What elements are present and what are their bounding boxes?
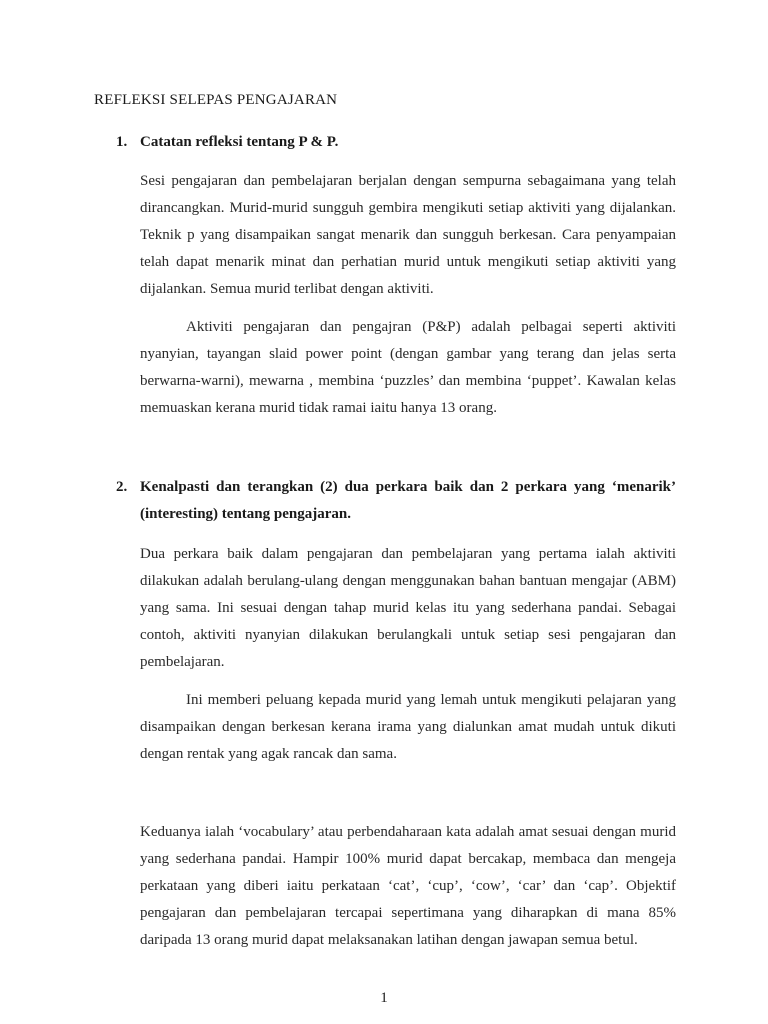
section-1-heading-text: Catatan refleksi tentang P & P. xyxy=(140,134,339,150)
section-2-heading xyxy=(116,474,676,528)
section-2-number: 2. xyxy=(116,479,128,495)
section-2-paragraph-1: Dua perkara baik dalam pengajaran dan pembelajaran yang pertama ialah aktiviti dilakukan adalah berulang-ulang dengan menggunakan bahan bantuan mengajar (ABM) yang sama. Ini sesuai dengan tahap murid kelas itu yang sederhana pandai. Sebagai contoh, aktiviti nyanyian dilakukan berulangkali untuk setiap sesi pengajaran dan pembelajaran. xyxy=(140,546,676,670)
section-1-paragraph-1: Sesi pengajaran dan pembelajaran berjalan dengan sempurna sebagaimana yang telah dirancangkan. Murid-murid sungguh gembira mengikuti setiap aktiviti yang dijalankan. Teknik p yang disampaikan sangat menarik dan sungguh berkesan. Cara penyampaian telah dapat menarik minat dan perhatian murid untuk mengikuti setiap aktiviti yang dijalankan. Semua murid terlibat dengan aktiviti. xyxy=(140,173,676,297)
document-title: REFLEKSI SELEPAS PENGAJARAN xyxy=(94,92,338,108)
section-1-number: 1. xyxy=(116,134,128,150)
section-1-heading xyxy=(116,129,676,156)
section-2-heading-text: Kenalpasti dan terangkan (2) dua perkara baik dan 2 perkara yang ‘menarik’ (interesting) tentang pengajaran. xyxy=(140,479,676,522)
page-number: 1 xyxy=(380,990,388,1006)
section-1-paragraph-2: Aktiviti pengajaran dan pengajran (P&P) adalah pelbagai seperti aktiviti nyanyian, tayangan slaid power point (dengan gambar yang terang dan jelas serta berwarna-warni), mewarna , membina ‘puzzles’ dan membina ‘puppet’. Kawalan kelas memuaskan kerana murid tidak ramai iaitu hanya 13 orang. xyxy=(140,319,676,416)
section-2-paragraph-3: Keduanya ialah ‘vocabulary’ atau perbendaharaan kata adalah amat sesuai dengan murid yang sederhana pandai. Hampir 100% murid dapat bercakap, membaca dan mengeja perkataan yang diberi iaitu perkataan ‘cat’, ‘cup’, ‘cow’, ‘car’ dan ‘cap’. Objektif pengajaran dan pembelajaran tercapai sepertimana yang diharapkan di mana 85% daripada 13 orang murid dapat melaksanakan latihan dengan jawapan semua betul. xyxy=(140,824,676,948)
section-2-paragraph-2: Ini memberi peluang kepada murid yang lemah untuk mengikuti pelajaran yang disampaikan dengan berkesan kerana irama yang dialunkan amat mudah untuk dikuti dengan rentak yang agak rancak dan sama. xyxy=(140,692,676,762)
